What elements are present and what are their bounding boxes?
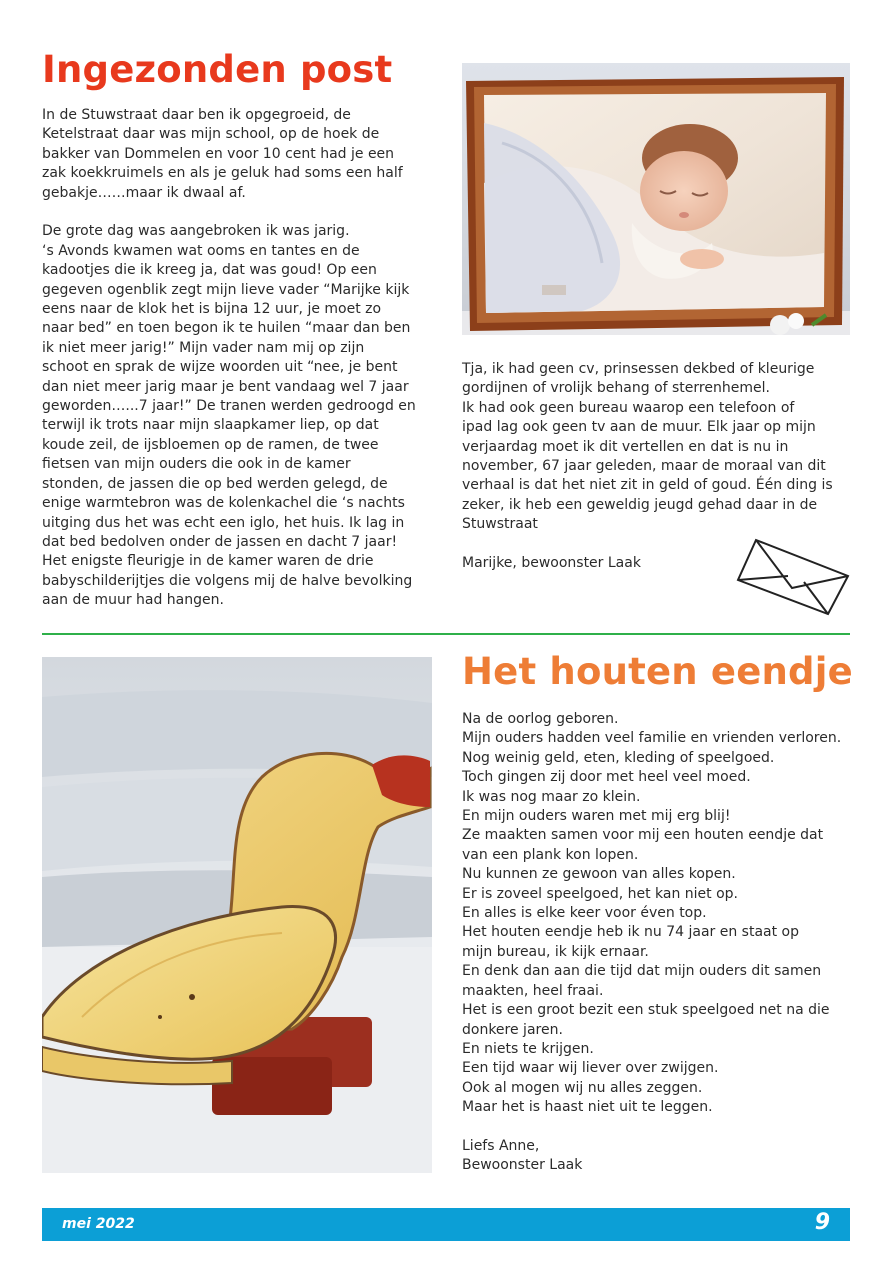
envelope-icon: [736, 536, 852, 618]
article-title-het-houten-eendje: Het houten eendje: [462, 650, 853, 693]
article1-left-column: [42, 106, 442, 611]
article1-paragraph-closing: Tja, ik had geen cv, prinsessen dekbed of kleurige gordijnen of vrolijk behang of sterrenhemel. Ik had ook geen bureau waarop een telefoon of ipad lag ook geen tv aan de muur. Elk jaar op mijn verjaardag moet ik dit vertellen en dat is nu in november, 67 jaar geleden, maar de moraal van dit verhaal is dat het niet zit in geld of goud. Één ding is zeker, ik heb een geweldig jeugd gehad daar in de Stuwstraat: [462, 361, 833, 533]
section-divider: [42, 633, 850, 635]
article1-paragraph-intro: In de Stuwstraat daar ben ik opgegroeid, de Ketelstraat daar was mijn school, op de hoek de bakker van Dommelen en voor 10 cent had je een zak koekkruimels en als je geluk had soms een half gebakje……maar ik dwaal af.: [42, 107, 403, 201]
footer-date: mei 2022: [62, 1216, 135, 1232]
article2-column: [462, 710, 854, 1176]
article1-paragraph-story: De grote dag was aangebroken ik was jarig. ‘s Avonds kwamen wat ooms en tantes en de kadootjes die ik kreeg ja, dat was goud! Op een gegeven ogenblik zegt mijn lieve vader “Marijke kijk eens naar de klok het is bijna 12 uur, je moet zo naar bed” en toen begon ik te huilen “maar dan ben ik niet meer jarig!” Mijn vader nam mij op zijn schoot en sprak de wijze woorden uit “nee, je bent dan niet meer jarig maar je bent vandaag wel 7 jaar geworden…...7 jaar!” De tranen werden gedroogd en terwijl ik trots naar mijn slaapkamer liep, op dat koude zeil, de ijsbloemen op de ramen, de twee fietsen van mijn ouders die ook in de kamer stonden, de jassen die op bed werden gelegd, de enige warmtebron was de kolenkachel die ‘s nachts uitging dus het was echt een iglo, het huis. Ik lag in dat bed bedolven onder de jassen en dacht 7 jaar! Het enigste fleurigje in de kamer waren de drie babyschilderijtjes die volgens mij de halve bevolking aan de muur had hangen.: [42, 223, 416, 609]
article1-signature: Marijke, bewoonster Laak: [462, 555, 641, 572]
wooden-duck-illustration: [42, 657, 432, 1173]
wooden-duck-photo: [42, 657, 432, 1173]
baby-painting-photo: [462, 63, 850, 335]
article2-signature: Liefs Anne, Bewoonster Laak: [462, 1137, 583, 1174]
page-number: 9: [814, 1210, 830, 1235]
baby-painting-illustration: [462, 63, 850, 335]
page-footer: [42, 1208, 850, 1241]
article2-poem: Na de oorlog geboren. Mijn ouders hadden veel familie en vrienden verloren. Nog weinig geld, eten, kleding of speelgoed. Toch gingen zij door met heel veel moed. Ik was nog maar zo klein. En mijn ouders waren met mij erg blij! Ze maakten samen voor mij een houten eendje dat van een plank kon lopen. Nu kunnen ze gewoon van alles kopen. Er is zoveel speelgoed, het kan niet op. En alles is elke keer voor éven top. Het houten eendje heb ik nu 74 jaar en staat op mijn bureau, ik kijk ernaar. En denk dan aan die tijd dat mijn ouders dit samen maakten, heel fraai. Het is een groot bezit een stuk speelgoed net na die donkere jaren. En niets te krijgen. Een tijd waar wij liever over zwijgen. Ook al mogen wij nu alles zeggen. Maar het is haast niet uit te leggen.: [462, 711, 842, 1116]
article-title-ingezonden-post: Ingezonden post: [42, 48, 393, 91]
